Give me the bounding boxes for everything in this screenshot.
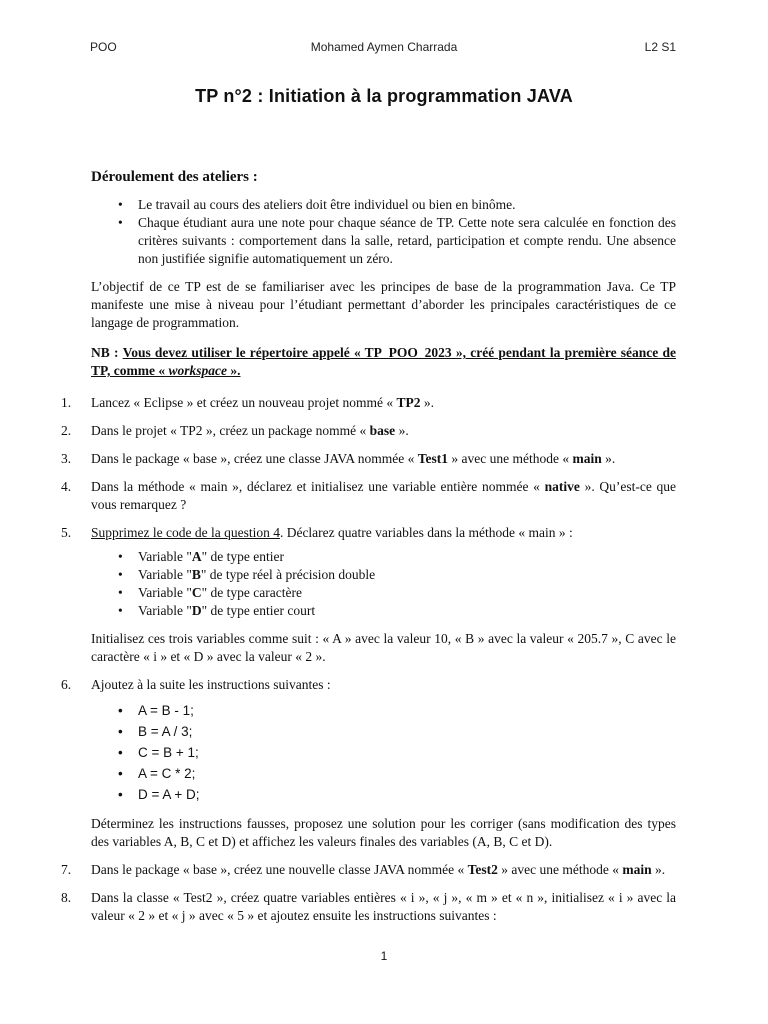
step-bold: TP2 bbox=[396, 395, 421, 410]
step-text: Ajoutez à la suite les instructions suivantes : bbox=[91, 677, 331, 692]
var-post: " de type caractère bbox=[201, 585, 302, 600]
objective-paragraph: L’objectif de ce TP est de se familiariser avec les principes de base de la programmation Java. Ce TP manifeste une mise à niveau pour l’étudiant permettant d’aborder les principales caractéristiques de ce langage de programmation. bbox=[91, 279, 676, 330]
header-level: L2 S1 bbox=[644, 40, 676, 54]
step-text: . Déclarez quatre variables dans la méthode « main » : bbox=[279, 525, 573, 540]
step-text: » avec une méthode « bbox=[501, 862, 619, 877]
step-3 bbox=[61, 450, 676, 468]
nb-text bbox=[91, 345, 676, 378]
step-text: » avec une méthode « bbox=[451, 451, 570, 466]
step-1 bbox=[61, 394, 676, 412]
steps-list bbox=[61, 394, 677, 925]
step-number: 4. bbox=[61, 479, 72, 494]
var-name: A bbox=[191, 549, 202, 564]
step-bold: Test2 bbox=[467, 862, 498, 877]
page-number: 1 bbox=[380, 949, 388, 963]
step-bold: base bbox=[369, 423, 396, 438]
step-number: 5. bbox=[61, 525, 72, 540]
step-7 bbox=[61, 861, 676, 879]
var-pre: Variable " bbox=[138, 585, 192, 600]
variable-item bbox=[138, 566, 676, 584]
step-text: Dans le package « base », créez une nouvelle classe JAVA nommée « bbox=[91, 862, 465, 877]
code-line: • D = A + D; bbox=[138, 784, 676, 805]
step-text: ». bbox=[655, 862, 666, 877]
correction-paragraph: Déterminez les instructions fausses, proposez une solution pour les corriger (sans modification des types des variables A, B, C et D) et affichez les valeurs finales des variables (A, B, C et D). bbox=[91, 816, 676, 849]
step-4 bbox=[61, 478, 677, 514]
step-text: ». bbox=[605, 451, 616, 466]
code-line: • A = C * 2; bbox=[138, 763, 676, 784]
code-line: • A = B - 1; bbox=[138, 700, 676, 721]
step-bold: main bbox=[572, 451, 602, 466]
var-pre: Variable " bbox=[138, 603, 192, 618]
document-title: TP n°2 : Initiation à la programmation JAVA bbox=[195, 86, 573, 106]
var-name: D bbox=[191, 603, 202, 618]
var-post: " de type entier bbox=[201, 549, 284, 564]
nb-text-part: Vous devez utiliser le répertoire appelé « TP_POO_2023 », créé pendant la première séance de TP, comme « bbox=[91, 345, 677, 378]
header-author: Mohamed Aymen Charrada bbox=[310, 40, 458, 54]
step-underlined: Supprimez le code de la question 4 bbox=[91, 525, 280, 540]
variable-item bbox=[138, 548, 676, 566]
rules-list bbox=[91, 196, 676, 268]
step-number: 7. bbox=[61, 862, 72, 877]
step-number: 1. bbox=[61, 395, 72, 410]
step-text: Dans la méthode « main », déclarez et initialisez une variable entière nommée « bbox=[91, 479, 540, 494]
nb-text-end: ». bbox=[230, 363, 241, 378]
variable-item bbox=[138, 584, 676, 602]
nb-label: NB : bbox=[91, 345, 119, 360]
var-post: " de type réel à précision double bbox=[200, 567, 376, 582]
step-text: Dans le projet « TP2 », créez un package nommé « bbox=[91, 423, 367, 438]
var-pre: Variable " bbox=[138, 549, 192, 564]
variable-item bbox=[138, 602, 676, 620]
step-text: Lancez « Eclipse » et créez un nouveau projet nommé « bbox=[91, 395, 394, 410]
step-5 bbox=[61, 524, 676, 666]
rule-item: • Le travail au cours des ateliers doit être individuel ou bien en binôme. bbox=[138, 196, 676, 214]
step-text: ». bbox=[423, 395, 435, 410]
var-pre: Variable " bbox=[138, 567, 192, 582]
step-number: 2. bbox=[61, 423, 72, 438]
step-number: 8. bbox=[61, 890, 72, 905]
step-number: 3. bbox=[61, 451, 72, 466]
init-paragraph: Initialisez ces trois variables comme suit : « A » avec la valeur 10, « B » avec la valeur « 205.7 », C avec le caractère « i » et « D » avec la valeur « 2 ». bbox=[91, 631, 676, 664]
var-name: C bbox=[191, 585, 202, 600]
step-text: Dans la classe « Test2 », créez quatre variables entières « i », « j », « m » et « n », initialisez « i » avec la valeur « 2 » et « j » avec « 5 » et ajoutez ensuite les instructions suivantes : bbox=[91, 890, 676, 923]
variables-list bbox=[91, 548, 676, 620]
step-6 bbox=[61, 676, 676, 851]
step-bold: native bbox=[544, 479, 580, 494]
step-text: ». bbox=[398, 423, 409, 438]
nb-note bbox=[91, 344, 676, 380]
step-8 bbox=[61, 889, 676, 925]
step-text: ». Qu’est-ce que vous remarquez ? bbox=[91, 479, 677, 512]
var-name: B bbox=[191, 567, 201, 582]
step-text: Dans le package « base », créez une classe JAVA nommée « bbox=[91, 451, 415, 466]
header-course: POO bbox=[90, 40, 117, 54]
section-heading: Déroulement des ateliers : bbox=[91, 169, 258, 185]
step-number: 6. bbox=[61, 677, 72, 692]
code-line: • B = A / 3; bbox=[138, 721, 676, 742]
document-body bbox=[61, 168, 677, 935]
var-post: " de type entier court bbox=[201, 603, 316, 618]
rule-item: • Chaque étudiant aura une note pour chaque séance de TP. Cette note sera calculée en fonction des critères suivants : comportement dans la salle, retard, participation et compte rendu. Une absence non justifiée signifie automatiquement un zéro. bbox=[138, 214, 676, 268]
nb-workspace: workspace bbox=[168, 363, 227, 378]
step-bold: Test1 bbox=[417, 451, 449, 466]
instructions-list bbox=[91, 700, 676, 805]
step-bold: main bbox=[622, 862, 652, 877]
step-2 bbox=[61, 422, 676, 440]
code-line: • C = B + 1; bbox=[138, 742, 676, 763]
